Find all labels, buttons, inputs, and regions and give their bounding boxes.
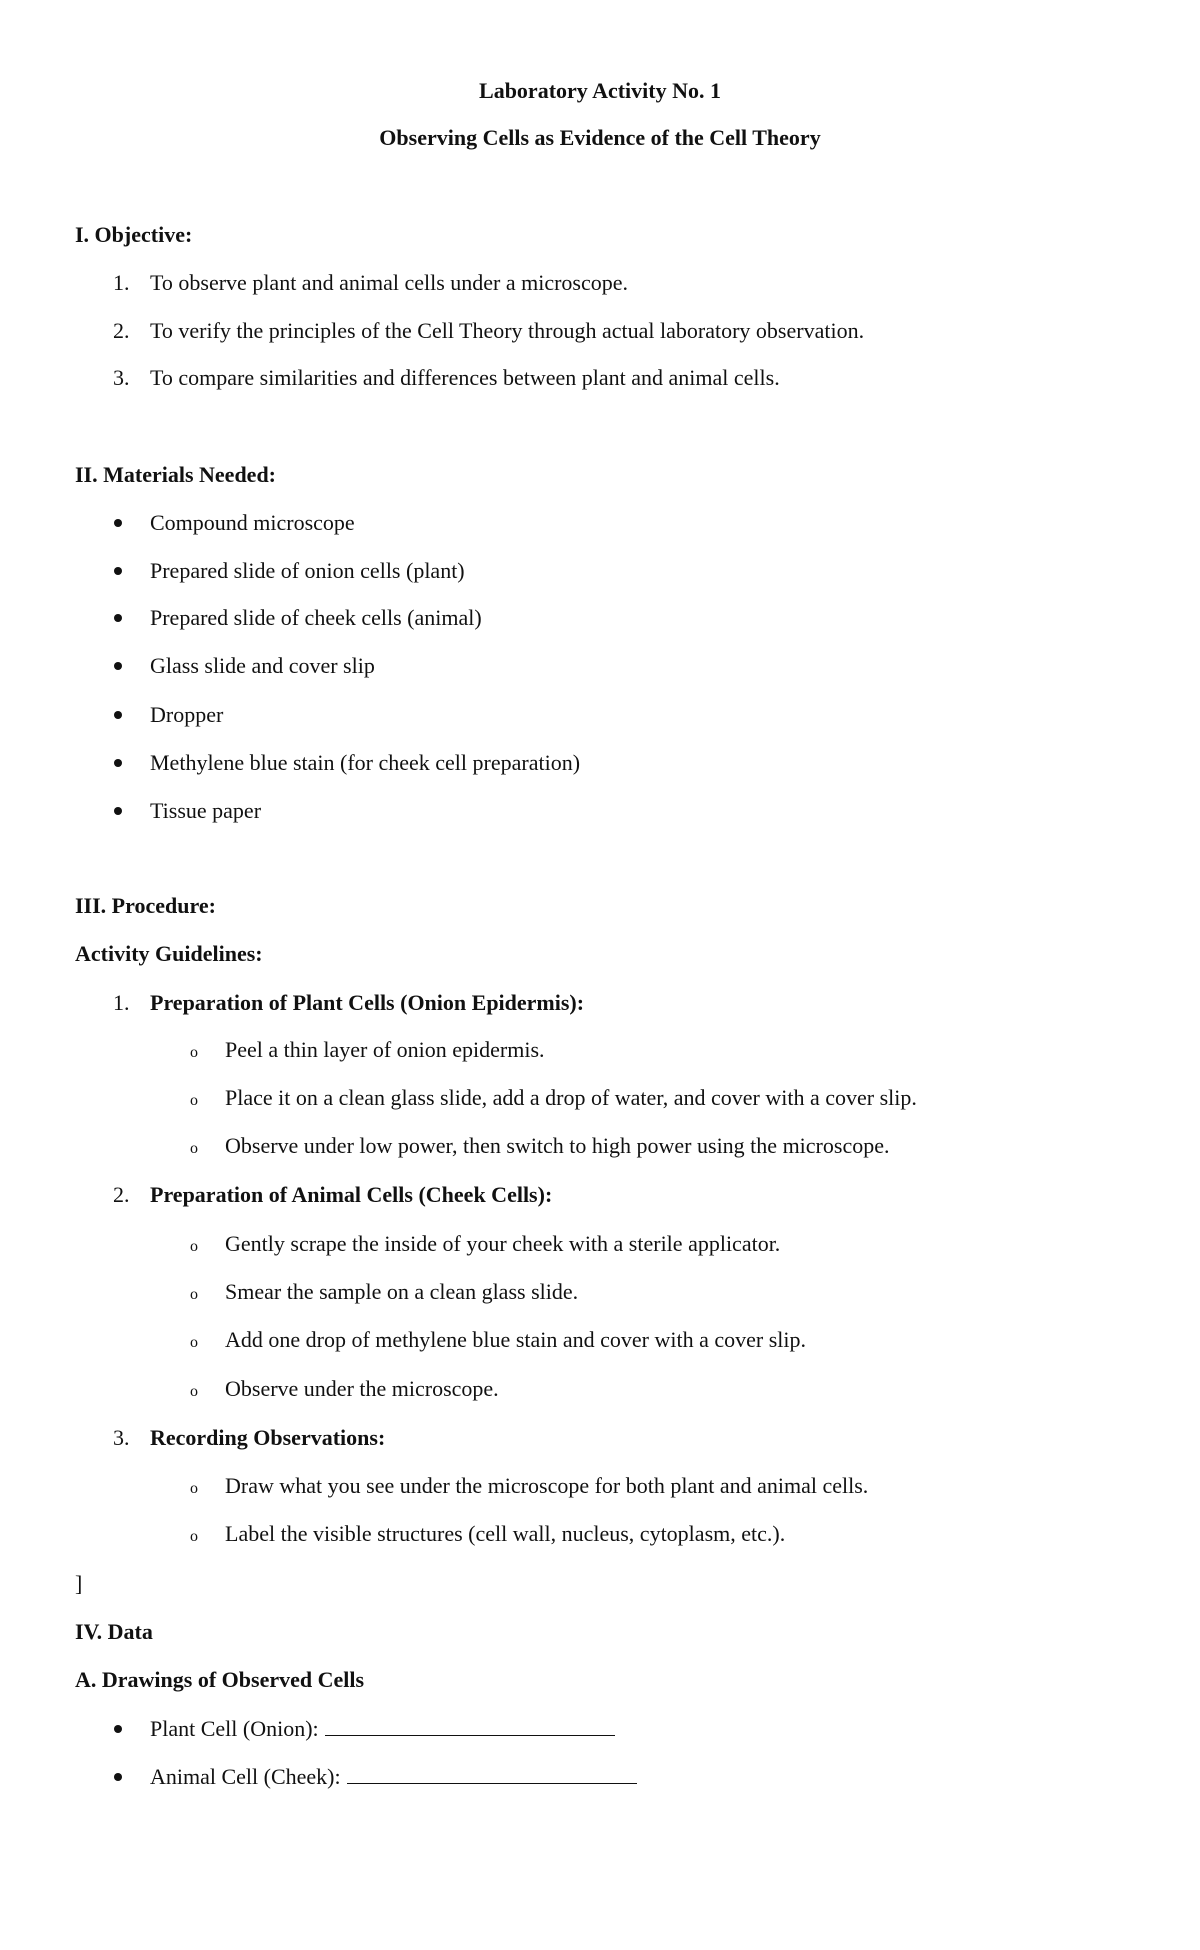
objective-number: 2. <box>113 318 130 343</box>
sub-bullet-icon: o <box>190 1480 198 1497</box>
material-item: Glass slide and cover slip <box>150 653 375 678</box>
materials-heading: II. Materials Needed: <box>75 462 277 487</box>
step-detail: Smear the sample on a clean glass slide. <box>225 1279 579 1304</box>
step-detail: Observe under the microscope. <box>225 1376 499 1401</box>
material-item: Prepared slide of onion cells (plant) <box>150 558 465 583</box>
drawing-item-plant <box>150 1716 615 1742</box>
step-detail: Gently scrape the inside of your cheek with a sterile applicator. <box>225 1231 781 1256</box>
data-subheading: A. Drawings of Observed Cells <box>75 1667 365 1692</box>
bullet-icon <box>114 759 122 767</box>
sub-bullet-icon: o <box>190 1528 198 1545</box>
material-item: Tissue paper <box>150 798 262 823</box>
bullet-icon <box>114 711 122 719</box>
objective-item: To observe plant and animal cells under a microscope. <box>150 270 629 295</box>
drawing-item-animal <box>150 1764 637 1790</box>
objective-heading: I. Objective: <box>75 222 193 247</box>
step-detail: Draw what you see under the microscope for both plant and animal cells. <box>225 1473 869 1498</box>
drawing-label: Animal Cell (Cheek): <box>150 1764 341 1789</box>
document-title: Laboratory Activity No. 1 <box>479 78 721 103</box>
sub-bullet-icon: o <box>190 1140 198 1157</box>
material-item: Methylene blue stain (for cheek cell preparation) <box>150 750 581 775</box>
step-detail: Place it on a clean glass slide, add a drop of water, and cover with a cover slip. <box>225 1085 917 1110</box>
sub-bullet-icon: o <box>190 1238 198 1255</box>
bullet-icon <box>114 1725 122 1733</box>
material-item: Compound microscope <box>150 510 355 535</box>
data-heading: IV. Data <box>75 1619 153 1644</box>
step-detail: Label the visible structures (cell wall, nucleus, cytoplasm, etc.). <box>225 1521 786 1546</box>
bullet-icon <box>114 1773 122 1781</box>
material-item: Dropper <box>150 702 224 727</box>
procedure-heading: III. Procedure: <box>75 893 216 918</box>
bullet-icon <box>114 662 122 670</box>
drawing-label: Plant Cell (Onion): <box>150 1716 319 1741</box>
bullet-icon <box>114 614 122 622</box>
sub-bullet-icon: o <box>190 1092 198 1109</box>
procedure-subheading: Activity Guidelines: <box>75 941 263 966</box>
bullet-icon <box>114 567 122 575</box>
answer-blank[interactable] <box>325 1717 615 1736</box>
objective-item: To compare similarities and differences between plant and animal cells. <box>150 365 780 390</box>
step-detail: Add one drop of methylene blue stain and cover with a cover slip. <box>225 1327 807 1352</box>
sub-bullet-icon: o <box>190 1044 198 1061</box>
sub-bullet-icon: o <box>190 1286 198 1303</box>
material-item: Prepared slide of cheek cells (animal) <box>150 605 482 630</box>
step-number: 1. <box>113 990 130 1015</box>
answer-blank[interactable] <box>347 1765 637 1784</box>
step-title: Preparation of Plant Cells (Onion Epidermis): <box>150 990 585 1015</box>
step-number: 2. <box>113 1182 130 1207</box>
objective-number: 3. <box>113 365 130 390</box>
objective-item: To verify the principles of the Cell Theory through actual laboratory observation. <box>150 318 865 343</box>
bullet-icon <box>114 519 122 527</box>
sub-bullet-icon: o <box>190 1383 198 1400</box>
step-number: 3. <box>113 1425 130 1450</box>
document-subtitle: Observing Cells as Evidence of the Cell Theory <box>379 125 821 150</box>
objective-number: 1. <box>113 270 130 295</box>
step-title: Preparation of Animal Cells (Cheek Cells): <box>150 1182 553 1207</box>
stray-bracket: ] <box>75 1571 83 1596</box>
bullet-icon <box>114 807 122 815</box>
step-detail: Observe under low power, then switch to high power using the microscope. <box>225 1133 890 1158</box>
step-title: Recording Observations: <box>150 1425 386 1450</box>
sub-bullet-icon: o <box>190 1334 198 1351</box>
step-detail: Peel a thin layer of onion epidermis. <box>225 1037 545 1062</box>
